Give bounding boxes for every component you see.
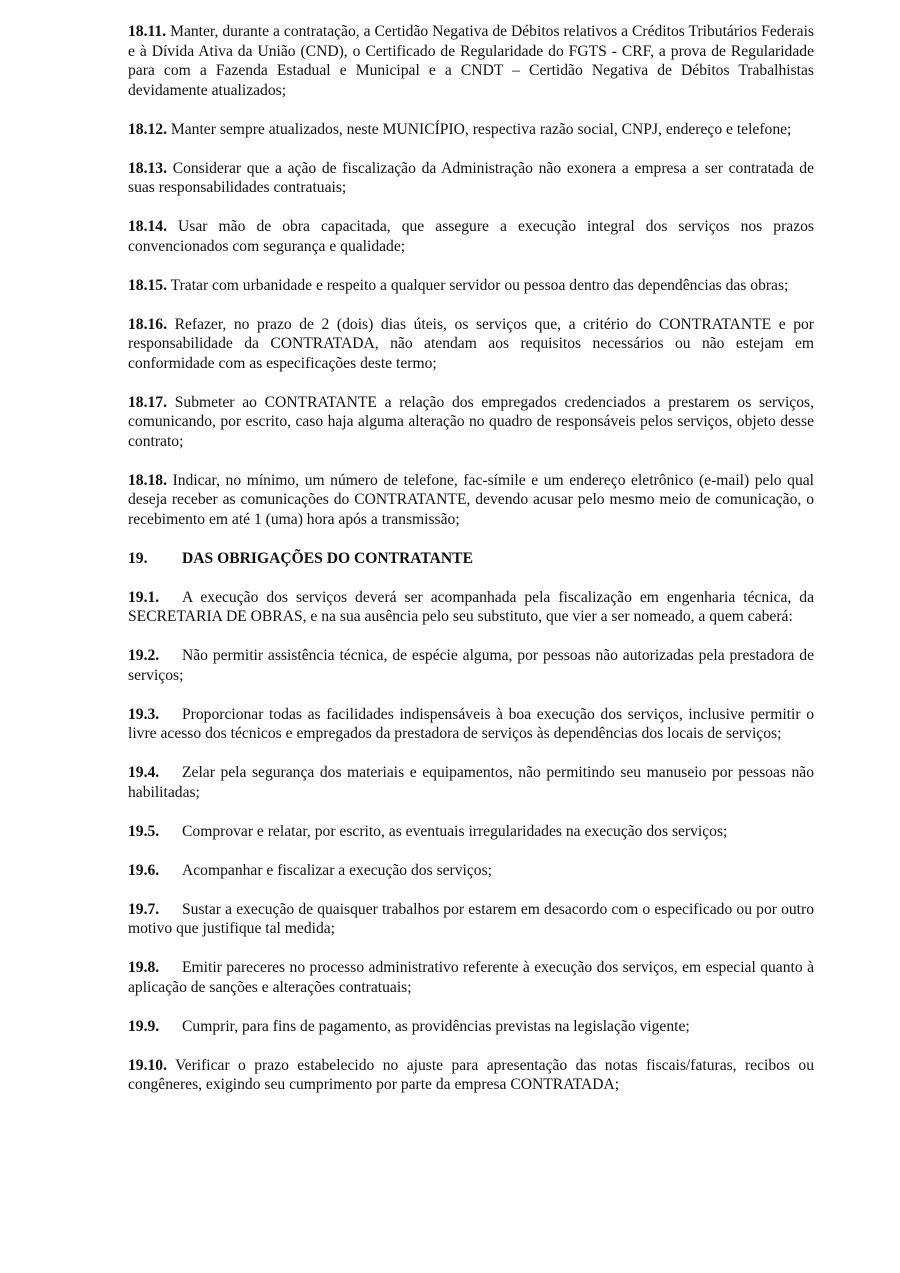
clause-number: 18.11.	[128, 23, 167, 40]
clause-text: Cumprir, para fins de pagamento, as providências previstas na legislação vigente;	[182, 1017, 690, 1035]
clause-paragraph	[128, 276, 814, 296]
clause-paragraph	[128, 1017, 814, 1037]
clause-number: 18.12.	[128, 120, 167, 138]
clause-paragraph	[128, 22, 814, 100]
clause-paragraph	[128, 1056, 814, 1095]
clause-paragraph	[128, 861, 814, 881]
clause-number: 18.13.	[128, 159, 167, 177]
clause-number: 19.2.	[128, 647, 160, 664]
clause-paragraph	[128, 705, 814, 744]
clause-text: Manter sempre atualizados, neste MUNICÍPIO, respectiva razão social, CNPJ, endereço e telefone;	[170, 120, 792, 138]
clause-text: A execução dos serviços deverá ser acompanhada pela fiscalização em engenharia técnica, da SECRETARIA DE OBRAS, e na sua ausência pelo seu substituto, que vier a ser nomeado, a quem caberá:	[128, 588, 814, 625]
clause-number: 19.5.	[128, 822, 160, 840]
clause-text: Submeter ao CONTRATANTE a relação dos empregados credenciados a prestarem os serviços, comunicando, por escrito, caso haja alguma alteração no quadro de responsáveis pelos serviços, objeto desse contrato;	[128, 393, 814, 450]
clause-text: Refazer, no prazo de 2 (dois) dias úteis, os serviços que, a critério do CONTRATANTE e por responsabilidade da CONTRATADA, não atendam aos requisitos necessários ou não estejam em conformidade com as especificações deste termo;	[128, 315, 814, 372]
clause-text: Considerar que a ação de fiscalização da Administração não exonera a empresa a ser contratada de suas responsabilidades contratuais;	[128, 159, 814, 196]
clause-number: 19.	[128, 549, 148, 567]
clause-text: Verificar o prazo estabelecido no ajuste para apresentação das notas fiscais/faturas, recibos ou congêneres, exigindo seu cumprimento por parte da empresa CONTRATADA;	[128, 1056, 814, 1093]
clause-paragraph	[128, 120, 814, 140]
clause-paragraph	[128, 393, 814, 452]
clause-text: Manter, durante a contratação, a Certidão Negativa de Débitos relativos a Créditos Tributários Federais e à Dívida Ativa da União (CND), o Certificado de Regularidade do FGTS - CRF, a prova de Regularidade para com a Fazenda Estadual e Municipal e a CNDT – Certidão Negativa de Débitos Trabalhistas devidamente atualizados;	[128, 23, 814, 99]
clause-number: 18.15.	[128, 276, 167, 294]
clause-text: Usar mão de obra capacitada, que assegure a execução integral dos serviços nos prazos convencionados com segurança e qualidade;	[128, 218, 814, 255]
section-heading	[128, 549, 814, 569]
clause-text: Acompanhar e fiscalizar a execução dos serviços;	[182, 861, 492, 879]
clause-paragraph	[128, 646, 814, 685]
clause-number: 18.16.	[128, 315, 167, 333]
clause-paragraph	[128, 958, 814, 997]
clause-paragraph	[128, 471, 814, 530]
clause-paragraph	[128, 217, 814, 256]
clause-number: 18.14.	[128, 218, 167, 235]
clause-text: Não permitir assistência técnica, de espécie alguma, por pessoas não autorizadas pela prestadora de serviços;	[128, 647, 814, 684]
clause-number: 19.4.	[128, 764, 160, 781]
clause-text: Indicar, no mínimo, um número de telefone, fac-símile e um endereço eletrônico (e-mail) pelo qual deseja receber as comunicações do CONTRATANTE, devendo acusar pelo mesmo meio de comunicação, o recebimento em até 1 (uma) hora após a transmissão;	[128, 471, 815, 528]
clause-text: Sustar a execução de quaisquer trabalhos por estarem em desacordo com o especificado ou por outro motivo que justifique tal medida;	[128, 900, 814, 937]
clause-paragraph	[128, 588, 814, 627]
clause-number: 18.18.	[128, 471, 167, 489]
clause-text: Comprovar e relatar, por escrito, as eventuais irregularidades na execução dos serviços;	[182, 822, 728, 840]
clause-number: 19.3.	[128, 705, 160, 723]
clause-text: Tratar com urbanidade e respeito a qualquer servidor ou pessoa dentro das dependências das obras;	[170, 276, 789, 294]
clause-paragraph	[128, 763, 814, 802]
clause-number: 18.17.	[128, 393, 167, 411]
clause-number: 19.8.	[128, 959, 160, 976]
clause-paragraph	[128, 315, 814, 374]
clause-text: Zelar pela segurança dos materiais e equipamentos, não permitindo seu manuseio por pessoas não habilitadas;	[128, 764, 814, 801]
clause-number: 19.6.	[128, 861, 160, 879]
clause-number: 19.1.	[128, 588, 160, 606]
heading-text: DAS OBRIGAÇÕES DO CONTRATANTE	[182, 549, 473, 567]
clause-paragraph	[128, 159, 814, 198]
clause-paragraph	[128, 822, 814, 842]
document-page	[128, 22, 814, 1114]
clause-number: 19.7.	[128, 900, 160, 918]
clause-paragraph	[128, 900, 814, 939]
clause-number: 19.9.	[128, 1017, 160, 1035]
clause-number: 19.10.	[128, 1056, 167, 1074]
clause-text: Proporcionar todas as facilidades indispensáveis à boa execução dos serviços, inclusive permitir o livre acesso dos técnicos e empregados da prestadora de serviços às dependências dos locais de serviços;	[128, 705, 814, 742]
clause-text: Emitir pareceres no processo administrativo referente à execução dos serviços, em especial quanto à aplicação de sanções e alterações contratuais;	[128, 959, 814, 996]
